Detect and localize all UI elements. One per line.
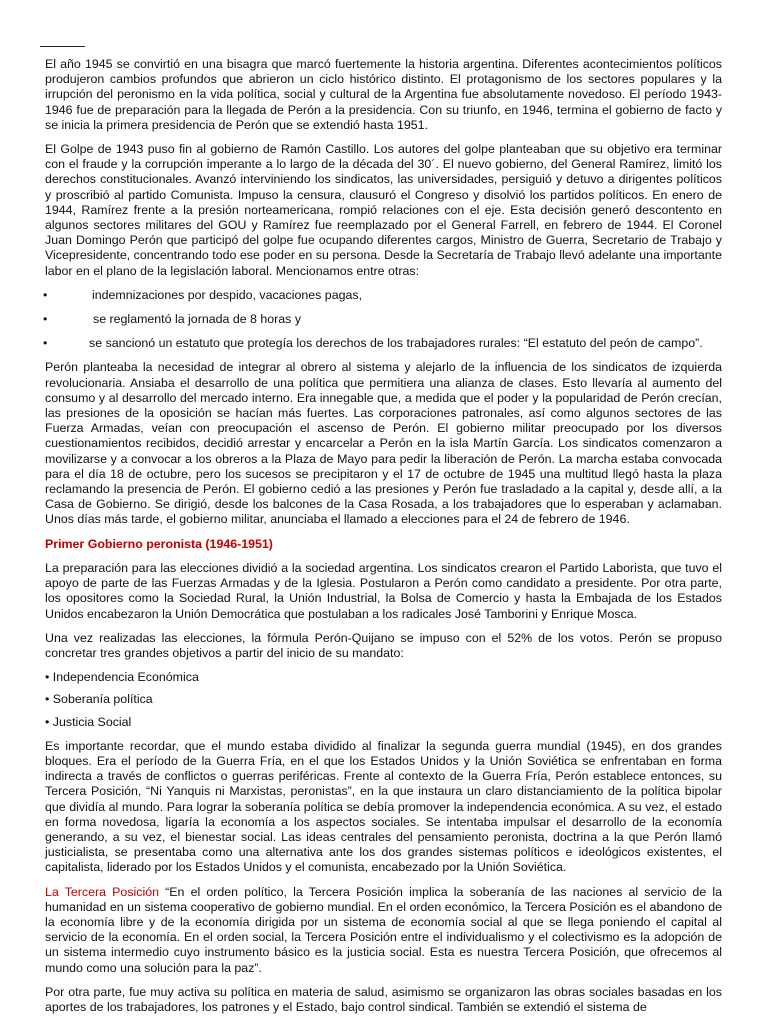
tercera-posicion-quote: “En el orden político, la Tercera Posición implica la soberanía de las naciones al servicio de la humanidad en un sistema cooperativo de gobierno mundial. En el orden económico, la Tercera Posición es el abandono de la economía libre y de la economía dirigida por un sistema de economía social al que se llega poniendo el capital al servicio de la economía. En el orden social, la Tercera Posición entre el individualismo y el colectivismo es la adopción de un sistema intermedio cuyo instrumento básico es la justicia social. Esta es nuestra Tercera Posición, que ofrecemos al mundo como una solución para la paz”. — [45, 884, 723, 975]
list-item-label: se reglamentó la jornada de 8 horas y — [93, 312, 302, 327]
section-heading-primer-gobierno: Primer Gobierno peronista (1946-1951) — [45, 536, 273, 551]
list-item-label: Soberanía política — [52, 692, 153, 707]
paragraph-formula-peron-quijano: Una vez realizadas las elecciones, la fórmula Perón-Quijano se impuso con el 52% de los votos. Perón se propuso concretar tres grandes objetivos a partir del inicio de su mandato: — [45, 630, 722, 660]
bullet-icon: • — [45, 714, 50, 729]
paragraph-1945-bisagra: El año 1945 se convirtió en una bisagra que marcó fuertemente la historia argentina. Diferentes acontecimientos políticos produjeron cambios profundos que abrieron un ciclo histórico distinto. El protagonismo de los sectores populares y la irrupción del peronismo en la vida política, social y cultural de la Argentina fue absolutamente novedoso. El período 1943-1946 fue de preparación para la llegada de Perón a la presidencia. Con su triunfo, en 1946, termina el gobierno de facto y se inicia la primera presidencia de Perón que se extendió hasta 1951. — [45, 57, 722, 132]
list-item-objective-2 — [45, 692, 722, 707]
paragraph-elecciones: La preparación para las elecciones dividió a la sociedad argentina. Los sindicatos crearon el Partido Laborista, que tuvo el apoyo de parte de las Fuerzas Armadas y de la Iglesia. Postularon a Perón como candidato a presidente. Por otra parte, los opositores como la Sociedad Rural, la Unión Industrial, la Bolsa de Comercio y hasta la Embajada de los Estados Unidos encabezaron la Unión Democrática que postulaban a los radicales José Tamborini y Enrique Mosca. — [45, 560, 722, 621]
bullet-icon: • — [45, 692, 50, 707]
list-item-label: Independencia Económica — [52, 670, 199, 685]
list-item-label: se sancionó un estatuto que protegía los derechos de los trabajadores rurales: “El estatuto del peón de campo”. — [89, 336, 703, 351]
paragraph-golpe-1943: El Golpe de 1943 puso fin al gobierno de Ramón Castillo. Los autores del golpe planteaban que su objetivo era terminar con el fraude y la corrupción imperante a lo largo de la década del 30´. El nuevo gobierno, del General Ramírez, limitó los derechos constitucionales. Avanzó interviniendo los sindicatos, las universidades, persiguió y detuvo a dirigentes políticos y proscribió al partido Comunista. Impuso la censura, clausuró el Congreso y disolvió los partidos políticos. En enero de 1944, Ramírez frente a la presión norteamericana, rompió relaciones con el eje. Esta decisión generó descontento en algunos sectores militares del GOU y Ramírez fue reemplazado por el General Farrell, en febrero de 1944. El Coronel Juan Domingo Perón que participó del golpe fue ocupando diferentes cargos, Ministro de Guerra, Secretario de Trabajo y Vicepresidente, concentrando todo ese poder en su persona. Desde la Secretaría de Trabajo llevó adelante una importante labor en el plano de la legislación laboral. Mencionamos entre otras: — [45, 142, 722, 278]
list-item-labor-1 — [45, 288, 722, 303]
list-item-label: indemnizaciones por despido, vacaciones pagas, — [92, 287, 363, 302]
paragraph-peron-17-octubre: Perón planteaba la necesidad de integrar al obrero al sistema y alejarlo de la influencia de los sindicatos de izquierda revolucionaria. Ansiaba el desarrollo de una política que permitiera una alianza de clases. Esto llevaría al aumento del consumo y al desarrollo del mercado interno. Era innegable que, a medida que el poder y la popularidad de Perón crecían, las presiones de la oposición se hacían más fuertes. Las corporaciones patronales, así como algunos sectores de las Fuerza Armadas, veían con preocupación el ascenso de Perón. El gobierno militar preocupado por los diversos cuestionamientos recibidos, decidió arrestar y encarcelar a Perón en la isla Martín García. Los sindicatos comenzaron a movilizarse y a convocar a los obreros a la Plaza de Mayo para pedir la liberación de Perón. La marcha estaba convocada para el día 18 de octubre, pero los sucesos se precipitaron y el 17 de octubre de 1945 una multitud llegó hasta la plaza reclamando la presencia de Perón. El gobierno cedió a las presiones y Perón fue trasladado a la capital y, desde allí, a la Casa de Gobierno. Se dirigió, desde los balcones de la Casa Rosada, a los trabajadores que lo esperaban y aclamaban. Unos días más tarde, el gobierno militar, anunciaba el llamado a elecciones para el 24 de febrero de 1946. — [45, 360, 722, 527]
paragraph-tercera-posicion — [45, 885, 722, 976]
list-item-labor-3 — [45, 336, 722, 351]
bullet-icon: • — [43, 312, 48, 327]
inline-heading-tercera-posicion: La Tercera Posición — [45, 884, 160, 899]
paragraph-politica-salud: Por otra parte, fue muy activa su política en materia de salud, asimismo se organizaron las obras sociales basadas en los aportes de los trabajadores, los patrones y el Estado, bajo control sindical. También se extendió el sistema de — [45, 984, 722, 1014]
list-item-label: Justicia Social — [52, 714, 132, 729]
list-item-objective-1 — [45, 670, 722, 685]
footnote-rule — [40, 46, 85, 47]
bullet-icon: • — [43, 287, 48, 302]
list-item-objective-3 — [45, 715, 722, 730]
paragraph-guerra-fria: Es importante recordar, que el mundo estaba dividido al finalizar la segunda guerra mundial (1945), en dos grandes bloques. Era el período de la Guerra Fría, en el que los Estados Unidos y la Unión Soviética se enfrentaban en forma indirecta a través de conflictos o guerras periféricas. Frente al contexto de la Guerra Fría, Perón establece entonces, su Tercera Posición, “Ni Yanquis ni Marxistas, peronistas”, en la que instaura un claro distanciamiento de la política bipolar que dividía al mundo. Para lograr la soberanía política se debía promover la independencia económica. A su vez, el estado en forma novedosa, ligaría la economía a los aspectos sociales. Se intentaba impulsar el desarrollo de la economía generando, a su vez, el bienestar social. Las ideas centrales del pensamiento peronista, doctrina a la que Perón llamó justicialista, se presentaba como una alternativa ante los dos grandes sistemas políticos e ideológicos existentes, el capitalista, liderado por los Estados Unidos y el comunista, encabezado por la Unión Soviética. — [45, 738, 722, 875]
bullet-icon: • — [45, 670, 50, 685]
bullet-icon: • — [43, 336, 48, 351]
list-item-labor-2 — [45, 312, 722, 327]
document-body — [45, 57, 722, 1024]
